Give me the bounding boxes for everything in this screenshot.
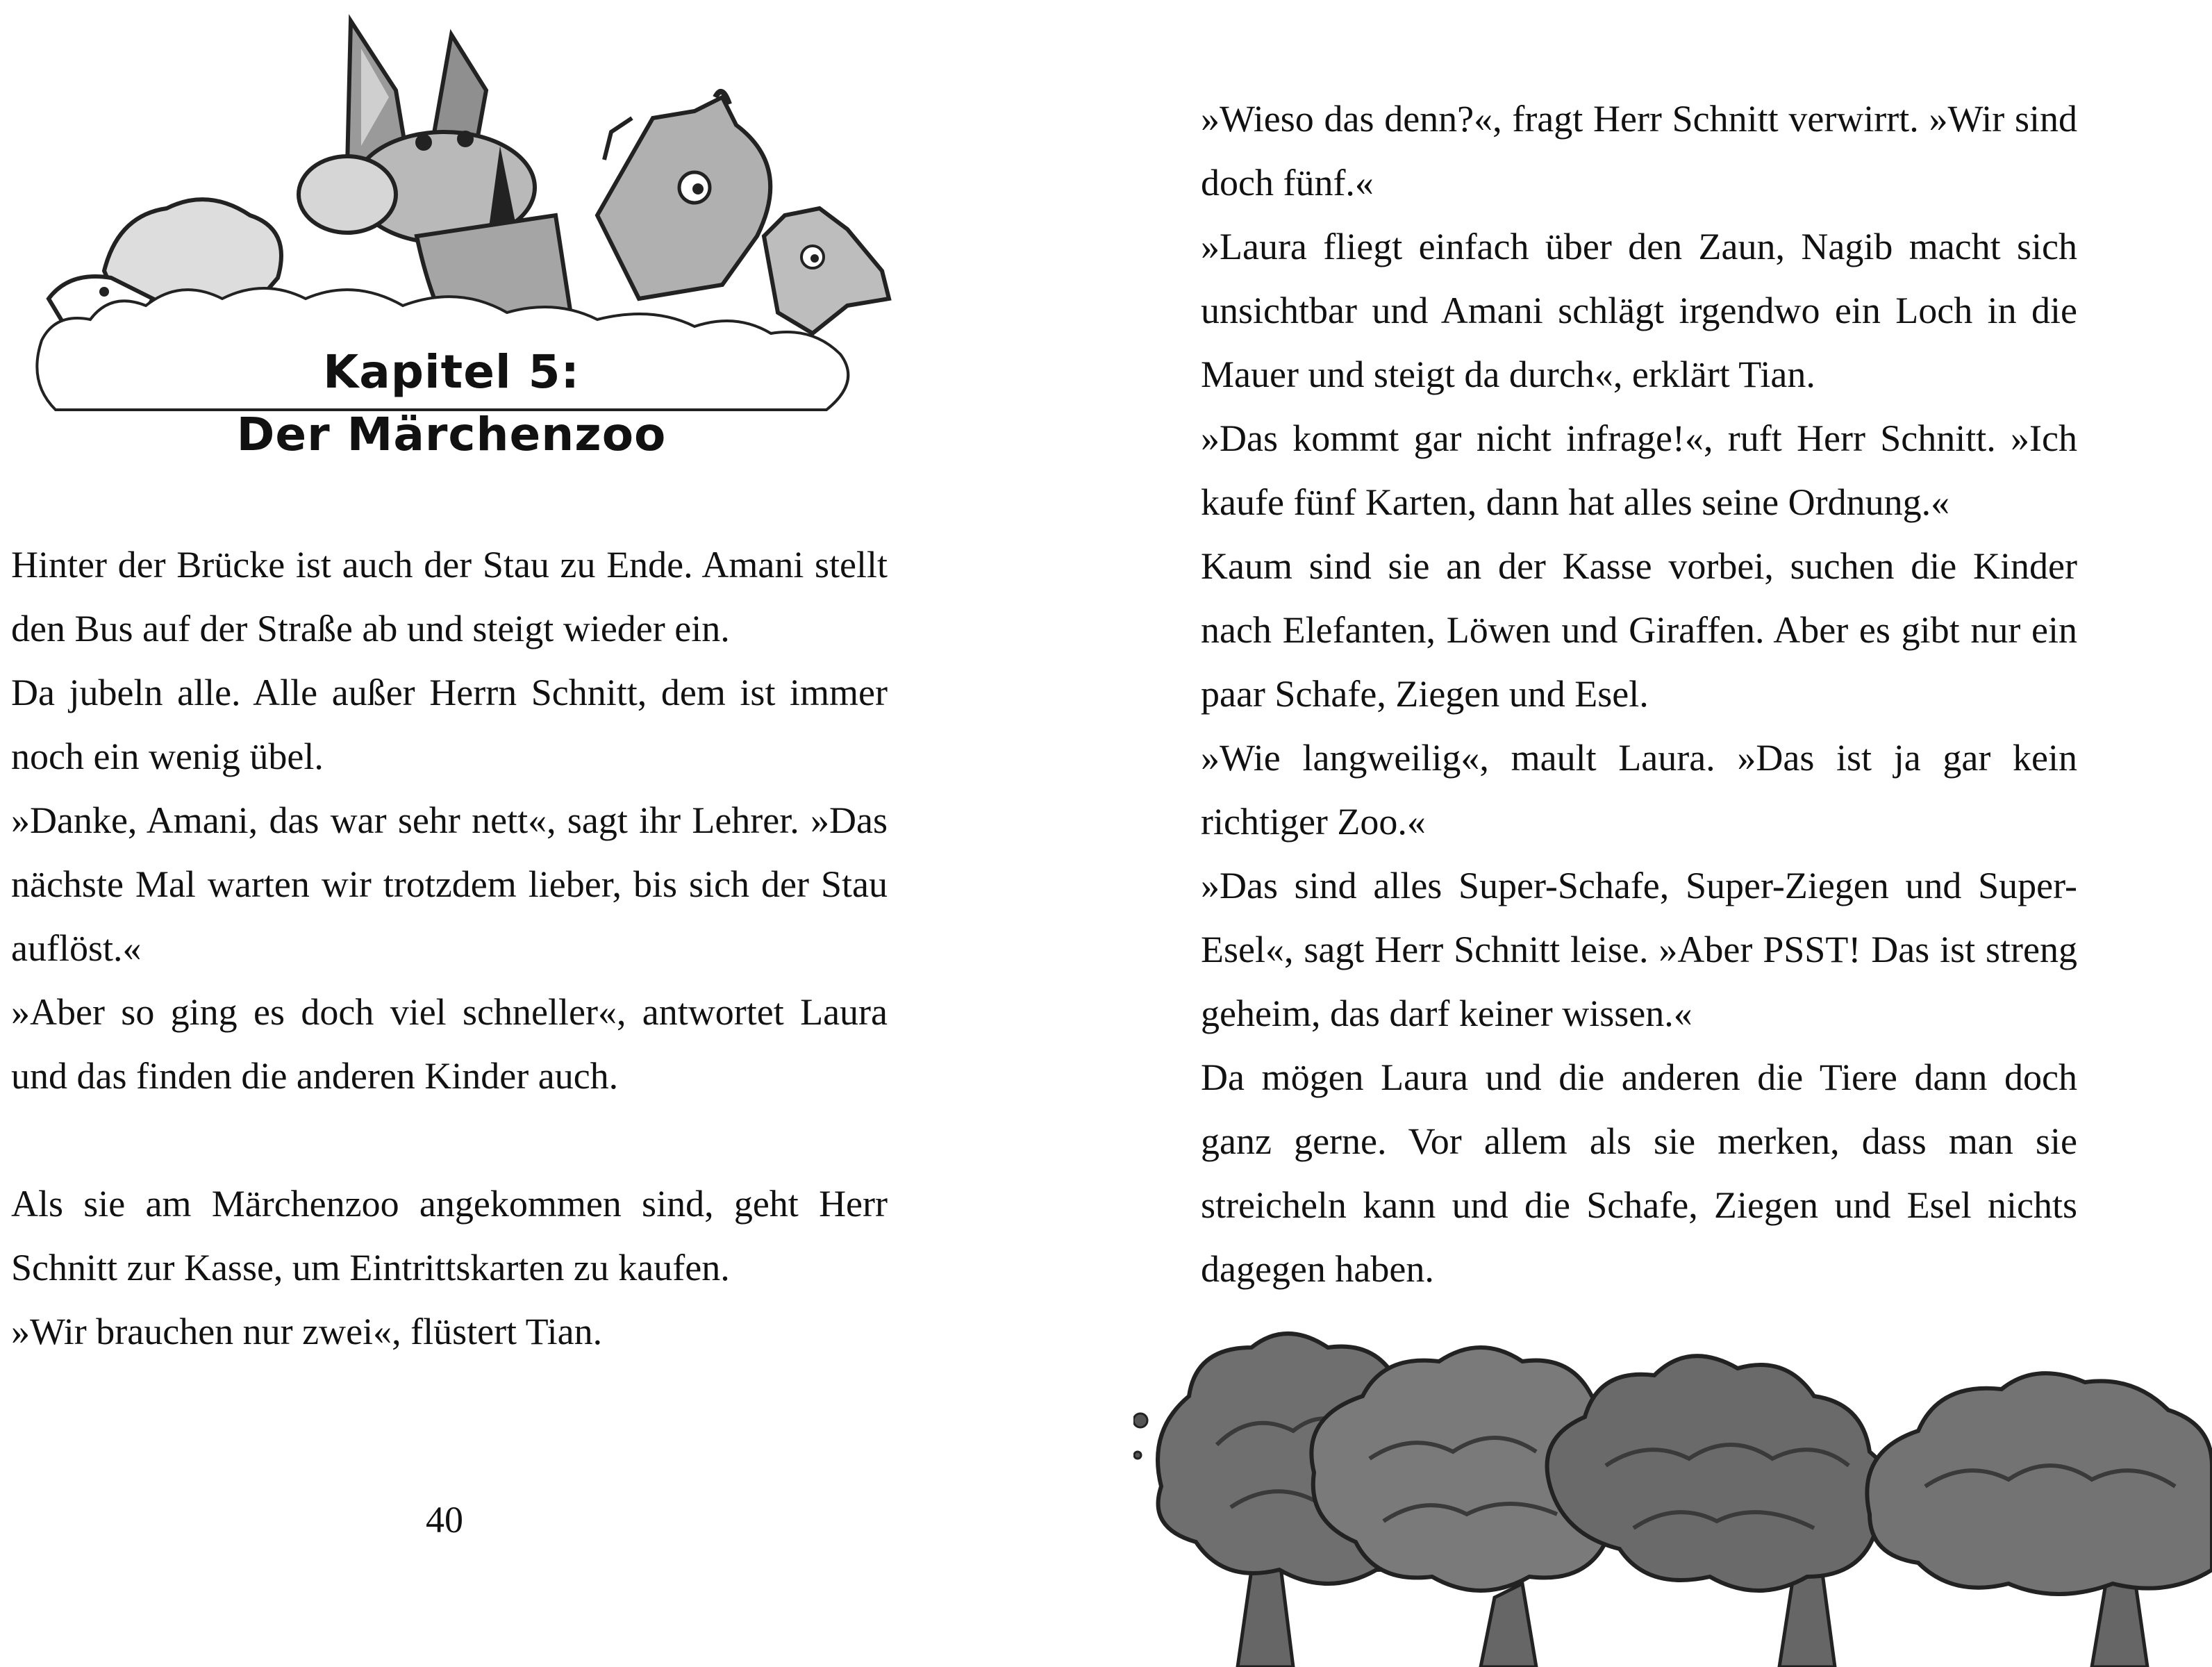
right-body-text [1201,87,2077,1301]
paragraph: Kaum sind sie an der Kasse vorbei, suchen die Kinder nach Elefanten, Löwen und Giraffen. Aber es gibt nur ein paar Schafe, Ziegen und Esel. [1201,545,2077,715]
left-body-text-1 [11,533,888,1108]
page-number: 40 [426,1499,463,1541]
paragraph: Da jubeln alle. Alle außer Herrn Schnitt, dem ist immer noch ein wenig übel. [11,672,888,777]
paragraph: »Aber so ging es doch viel schneller«, antwortet Laura und das finden die anderen Kinder auch. [11,991,888,1097]
left-body-text-2 [11,1172,888,1363]
paragraph: »Das kommt gar nicht infrage!«, ruft Herr Schnitt. »Ich kaufe fünf Karten, dann hat alles seine Ordnung.« [1201,417,2077,523]
chapter-title-line-1: Kapitel 5: [323,345,580,399]
paragraph: »Wie langweilig«, mault Laura. »Das ist ja gar kein richtiger Zoo.« [1201,737,2077,843]
paragraph: Hinter der Brücke ist auch der Stau zu Ende. Amani stellt den Bus auf der Straße ab und steigt wieder ein. [11,544,888,649]
paragraph: »Wir brauchen nur zwei«, flüstert Tian. [11,1311,603,1352]
paragraph: »Wieso das denn?«, fragt Herr Schnitt verwirrt. »Wir sind doch fünf.« [1201,98,2077,204]
right-page [1106,0,2212,1667]
paragraph: Da mögen Laura und die anderen die Tiere dann doch ganz gerne. Vor allem als sie merken, dass man sie streicheln kann und die Schafe, Ziegen und Esel nichts dagegen haben. [1201,1056,2077,1290]
paragraph: »Das sind alles Super-Schafe, Super-Ziegen und Super-Esel«, sagt Herr Schnitt leise. »Aber PSST! Das ist streng geheim, das darf keiner wissen.« [1201,865,2077,1034]
paragraph: Als sie am Märchenzoo angekommen sind, geht Herr Schnitt zur Kasse, um Eintrittskarten zu kaufen. [11,1183,888,1288]
trees-illustration [1133,1306,2212,1667]
chapter-title-line-2: Der Märchenzoo [236,408,667,461]
paragraph: »Laura fliegt einfach über den Zaun, Nagib macht sich unsichtbar und Amani schlägt irgendwo ein Loch in die Mauer und steigt da durch«, erklärt Tian. [1201,226,2077,395]
paragraph: »Danke, Amani, das war sehr nett«, sagt ihr Lehrer. »Das nächste Mal warten wir trotzdem lieber, bis sich der Stau auflöst.« [11,799,888,969]
